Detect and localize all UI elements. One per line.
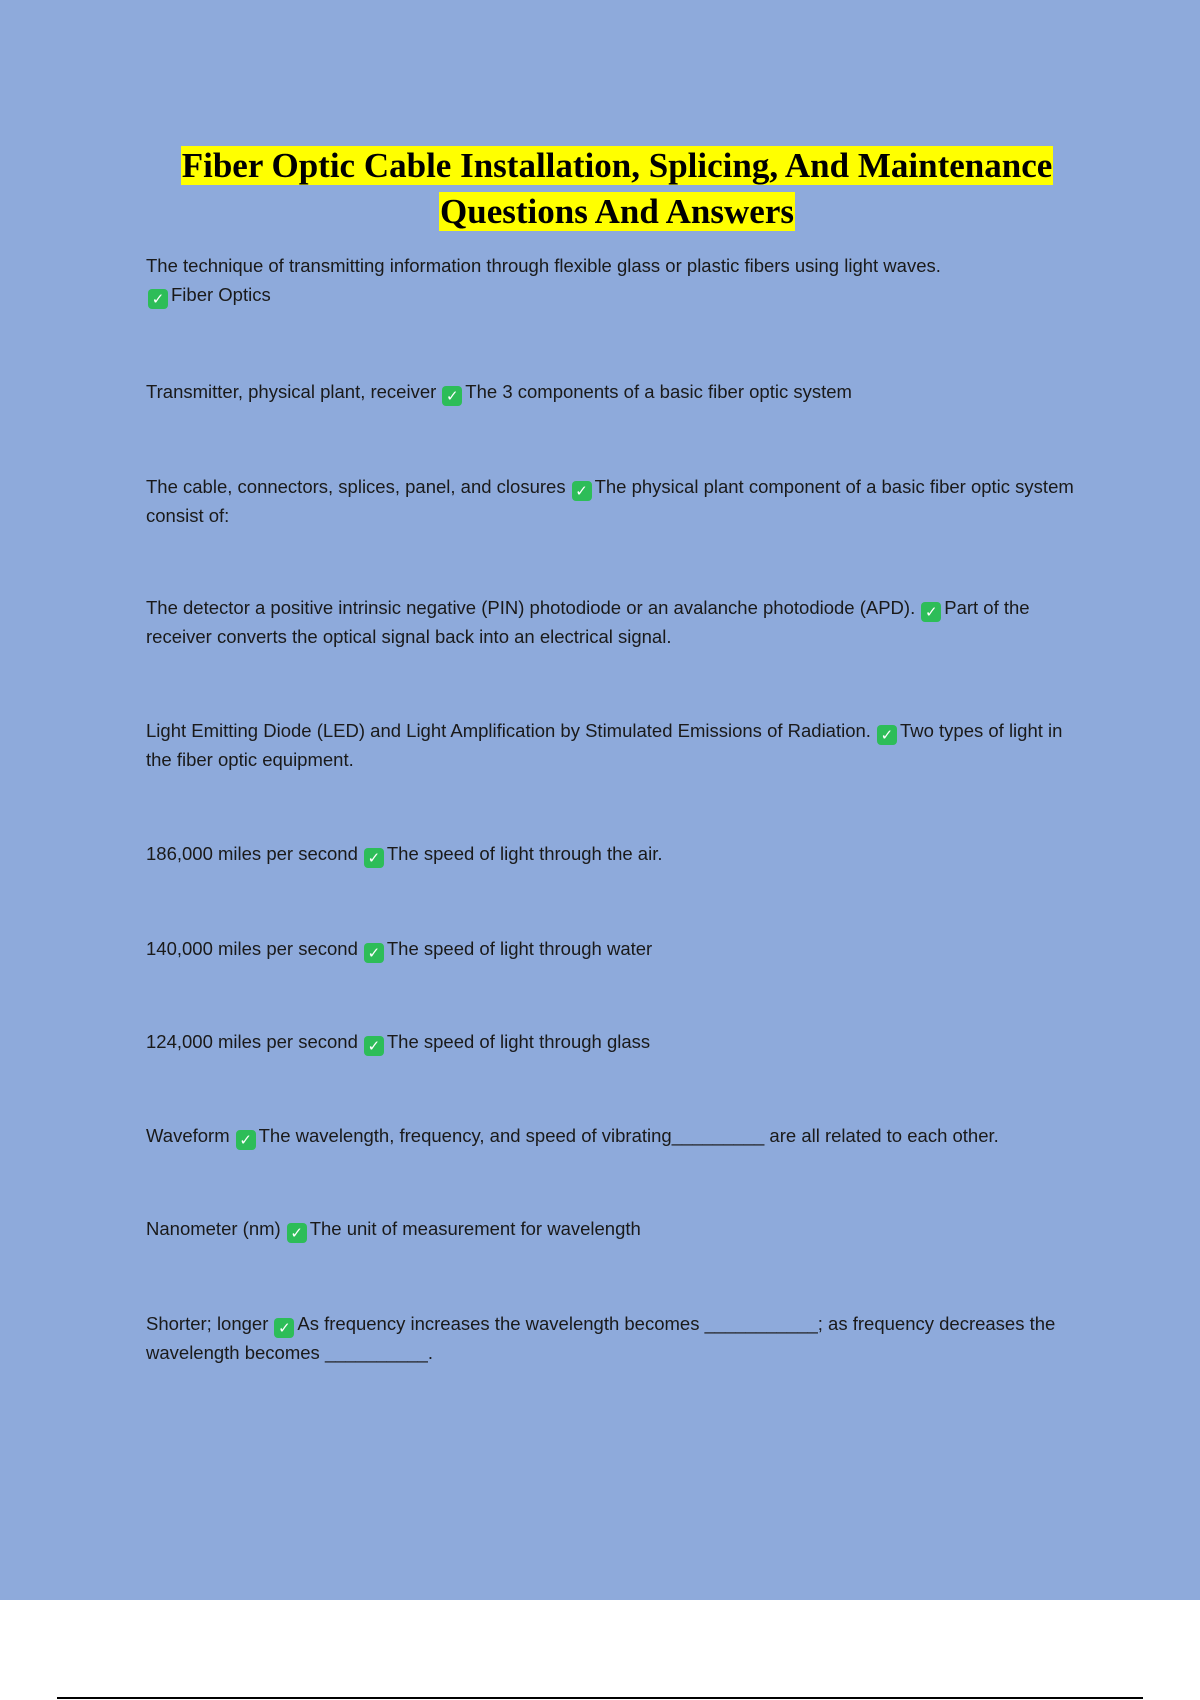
qa-item [146, 1309, 1091, 1367]
qa-answer: Two types of light in the fiber optic equipment. [146, 720, 1063, 770]
check-icon: ✓ [572, 481, 592, 501]
qa-answer: The speed of light through glass [386, 1031, 651, 1052]
qa-item [146, 716, 1091, 774]
qa-item [146, 472, 1091, 530]
qa-question: The detector a positive intrinsic negative (PIN) photodiode or an avalanche photodiode (APD). [146, 597, 916, 618]
qa-item [146, 251, 1091, 309]
document-title [0, 143, 1200, 235]
qa-item [146, 1121, 1091, 1150]
qa-question: Transmitter, physical plant, receiver [146, 381, 437, 402]
check-icon: ✓ [364, 1036, 384, 1056]
qa-question: Nanometer (nm) [146, 1218, 281, 1239]
qa-item [146, 934, 1091, 963]
qa-answer: The unit of measurement for wavelength [309, 1218, 641, 1239]
check-icon: ✓ [236, 1130, 256, 1150]
qa-question: 140,000 miles per second [146, 938, 358, 959]
qa-item [146, 593, 1091, 651]
qa-answer: The wavelength, frequency, and speed of vibrating_________ are all related to each other. [258, 1125, 999, 1146]
check-icon: ✓ [148, 289, 168, 309]
qa-answer: As frequency increases the wavelength becomes ___________; as frequency decreases the wavelength becomes __________. [146, 1313, 1056, 1363]
qa-item [146, 1027, 1091, 1056]
qa-question: The technique of transmitting information through flexible glass or plastic fibers using light waves. [146, 255, 941, 276]
check-icon: ✓ [921, 602, 941, 622]
title-line-1: Fiber Optic Cable Installation, Splicing, And Maintenance [181, 146, 1053, 185]
qa-answer: The speed of light through the air. [386, 843, 663, 864]
qa-answer: Fiber Optics [171, 284, 271, 305]
check-icon: ✓ [442, 386, 462, 406]
check-icon: ✓ [364, 848, 384, 868]
check-icon: ✓ [364, 943, 384, 963]
title-line-2: Questions And Answers [440, 192, 794, 231]
qa-answer: Part of the receiver converts the optical signal back into an electrical signal. [146, 597, 1030, 647]
qa-question: Shorter; longer [146, 1313, 269, 1334]
qa-question: 186,000 miles per second [146, 843, 358, 864]
check-icon: ✓ [877, 725, 897, 745]
qa-answer: The physical plant component of a basic fiber optic system consist of: [146, 476, 1074, 526]
qa-item [146, 839, 1091, 868]
qa-question: Light Emitting Diode (LED) and Light Amplification by Stimulated Emissions of Radiation. [146, 720, 871, 741]
qa-answer: The 3 components of a basic fiber optic system [465, 381, 852, 402]
qa-item [146, 1214, 1091, 1243]
check-icon: ✓ [287, 1223, 307, 1243]
qa-answer: The speed of light through water [386, 938, 653, 959]
qa-question: The cable, connectors, splices, panel, and closures [146, 476, 566, 497]
qa-question: 124,000 miles per second [146, 1031, 358, 1052]
qa-item [146, 377, 1091, 406]
qa-question: Waveform [146, 1125, 230, 1146]
check-icon: ✓ [274, 1318, 294, 1338]
footer-rule [57, 1697, 1143, 1699]
